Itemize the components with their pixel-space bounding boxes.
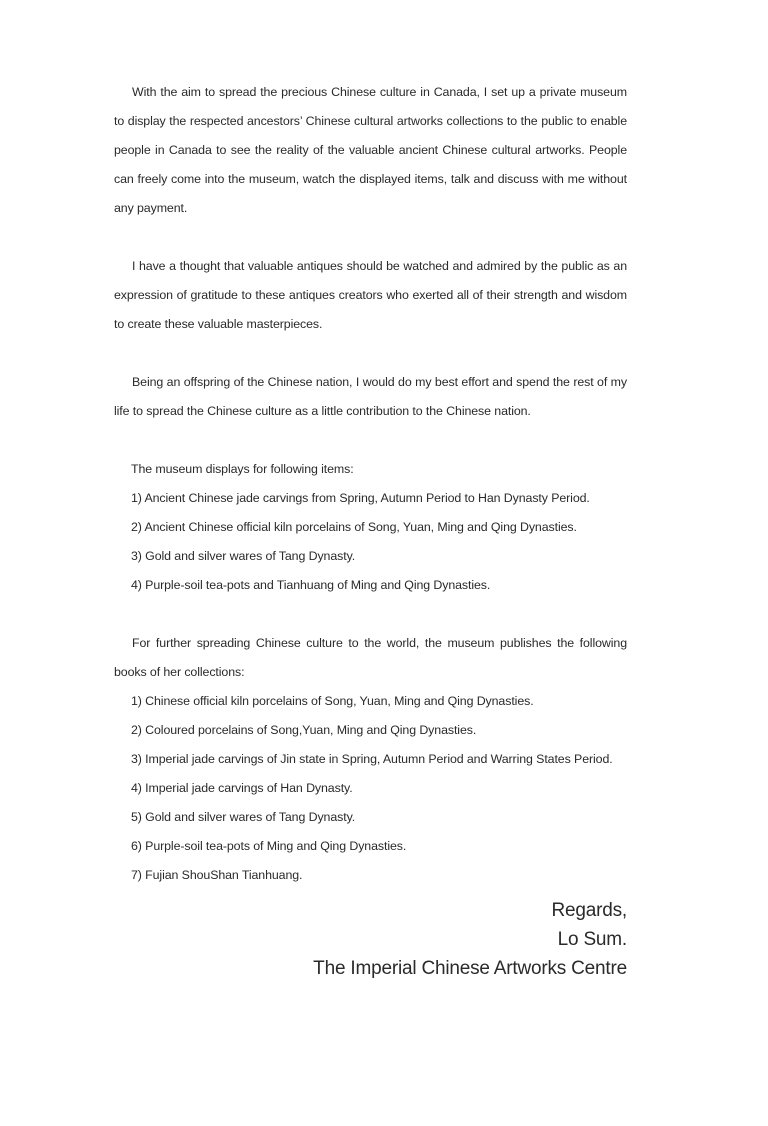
displays-list [114, 484, 627, 600]
paragraph-spacer [114, 223, 627, 252]
intro-paragraph-offspring: Being an offspring of the Chinese nation, I would do my best effort and spend the rest of my life to spread the Chinese culture as a little contribution to the Chinese nation. [114, 375, 627, 418]
books-list-item: 1) Chinese official kiln porcelains of Song, Yuan, Ming and Qing Dynasties. [131, 694, 534, 708]
books-list-item: 7) Fujian ShouShan Tianhuang. [131, 868, 303, 882]
intro-paragraph-antiques-thought: I have a thought that valuable antiques should be watched and admired by the public as an expression of gratitude to these antiques creators who exerted all of their strength and wisdom to create these valuable masterpieces. [114, 259, 627, 331]
books-intro-paragraph: For further spreading Chinese culture to the world, the museum publishes the following books of her collections: [114, 636, 627, 679]
books-list-item: 2) Coloured porcelains of Song,Yuan, Ming and Qing Dynasties. [131, 723, 477, 737]
paragraph-spacer [114, 600, 627, 629]
signature-organization: The Imperial Chinese Artworks Centre [313, 958, 627, 979]
signature-closing: Regards, [551, 900, 627, 921]
books-list [114, 687, 627, 890]
signature-block [114, 896, 627, 983]
books-list-item: 3) Imperial jade carvings of Jin state in Spring, Autumn Period and Warring States Period. [131, 752, 613, 766]
books-list-item: 6) Purple-soil tea-pots of Ming and Qing Dynasties. [131, 839, 407, 853]
displays-heading: The museum displays for following items: [131, 462, 354, 476]
books-list-item: 5) Gold and silver wares of Tang Dynasty. [131, 810, 356, 824]
paragraph-spacer [114, 426, 627, 455]
displays-list-item: 2) Ancient Chinese official kiln porcelains of Song, Yuan, Ming and Qing Dynasties. [131, 520, 577, 534]
displays-list-item: 4) Purple-soil tea-pots and Tianhuang of Ming and Qing Dynasties. [131, 578, 491, 592]
books-list-item: 4) Imperial jade carvings of Han Dynasty. [131, 781, 353, 795]
displays-list-item: 3) Gold and silver wares of Tang Dynasty. [131, 549, 356, 563]
displays-list-item: 1) Ancient Chinese jade carvings from Spring, Autumn Period to Han Dynasty Period. [131, 491, 590, 505]
letter-page [114, 78, 627, 983]
signature-name: Lo Sum. [557, 929, 627, 950]
intro-paragraph-museum-purpose: With the aim to spread the precious Chinese culture in Canada, I set up a private museum to display the respected ancestors’ Chinese cultural artworks collections to the public to enable people in Canada to see the reality of the valuable ancient Chinese cultural artworks. People can freely come into the museum, watch the displayed items, talk and discuss with me without any payment. [114, 85, 627, 215]
paragraph-spacer [114, 339, 627, 368]
